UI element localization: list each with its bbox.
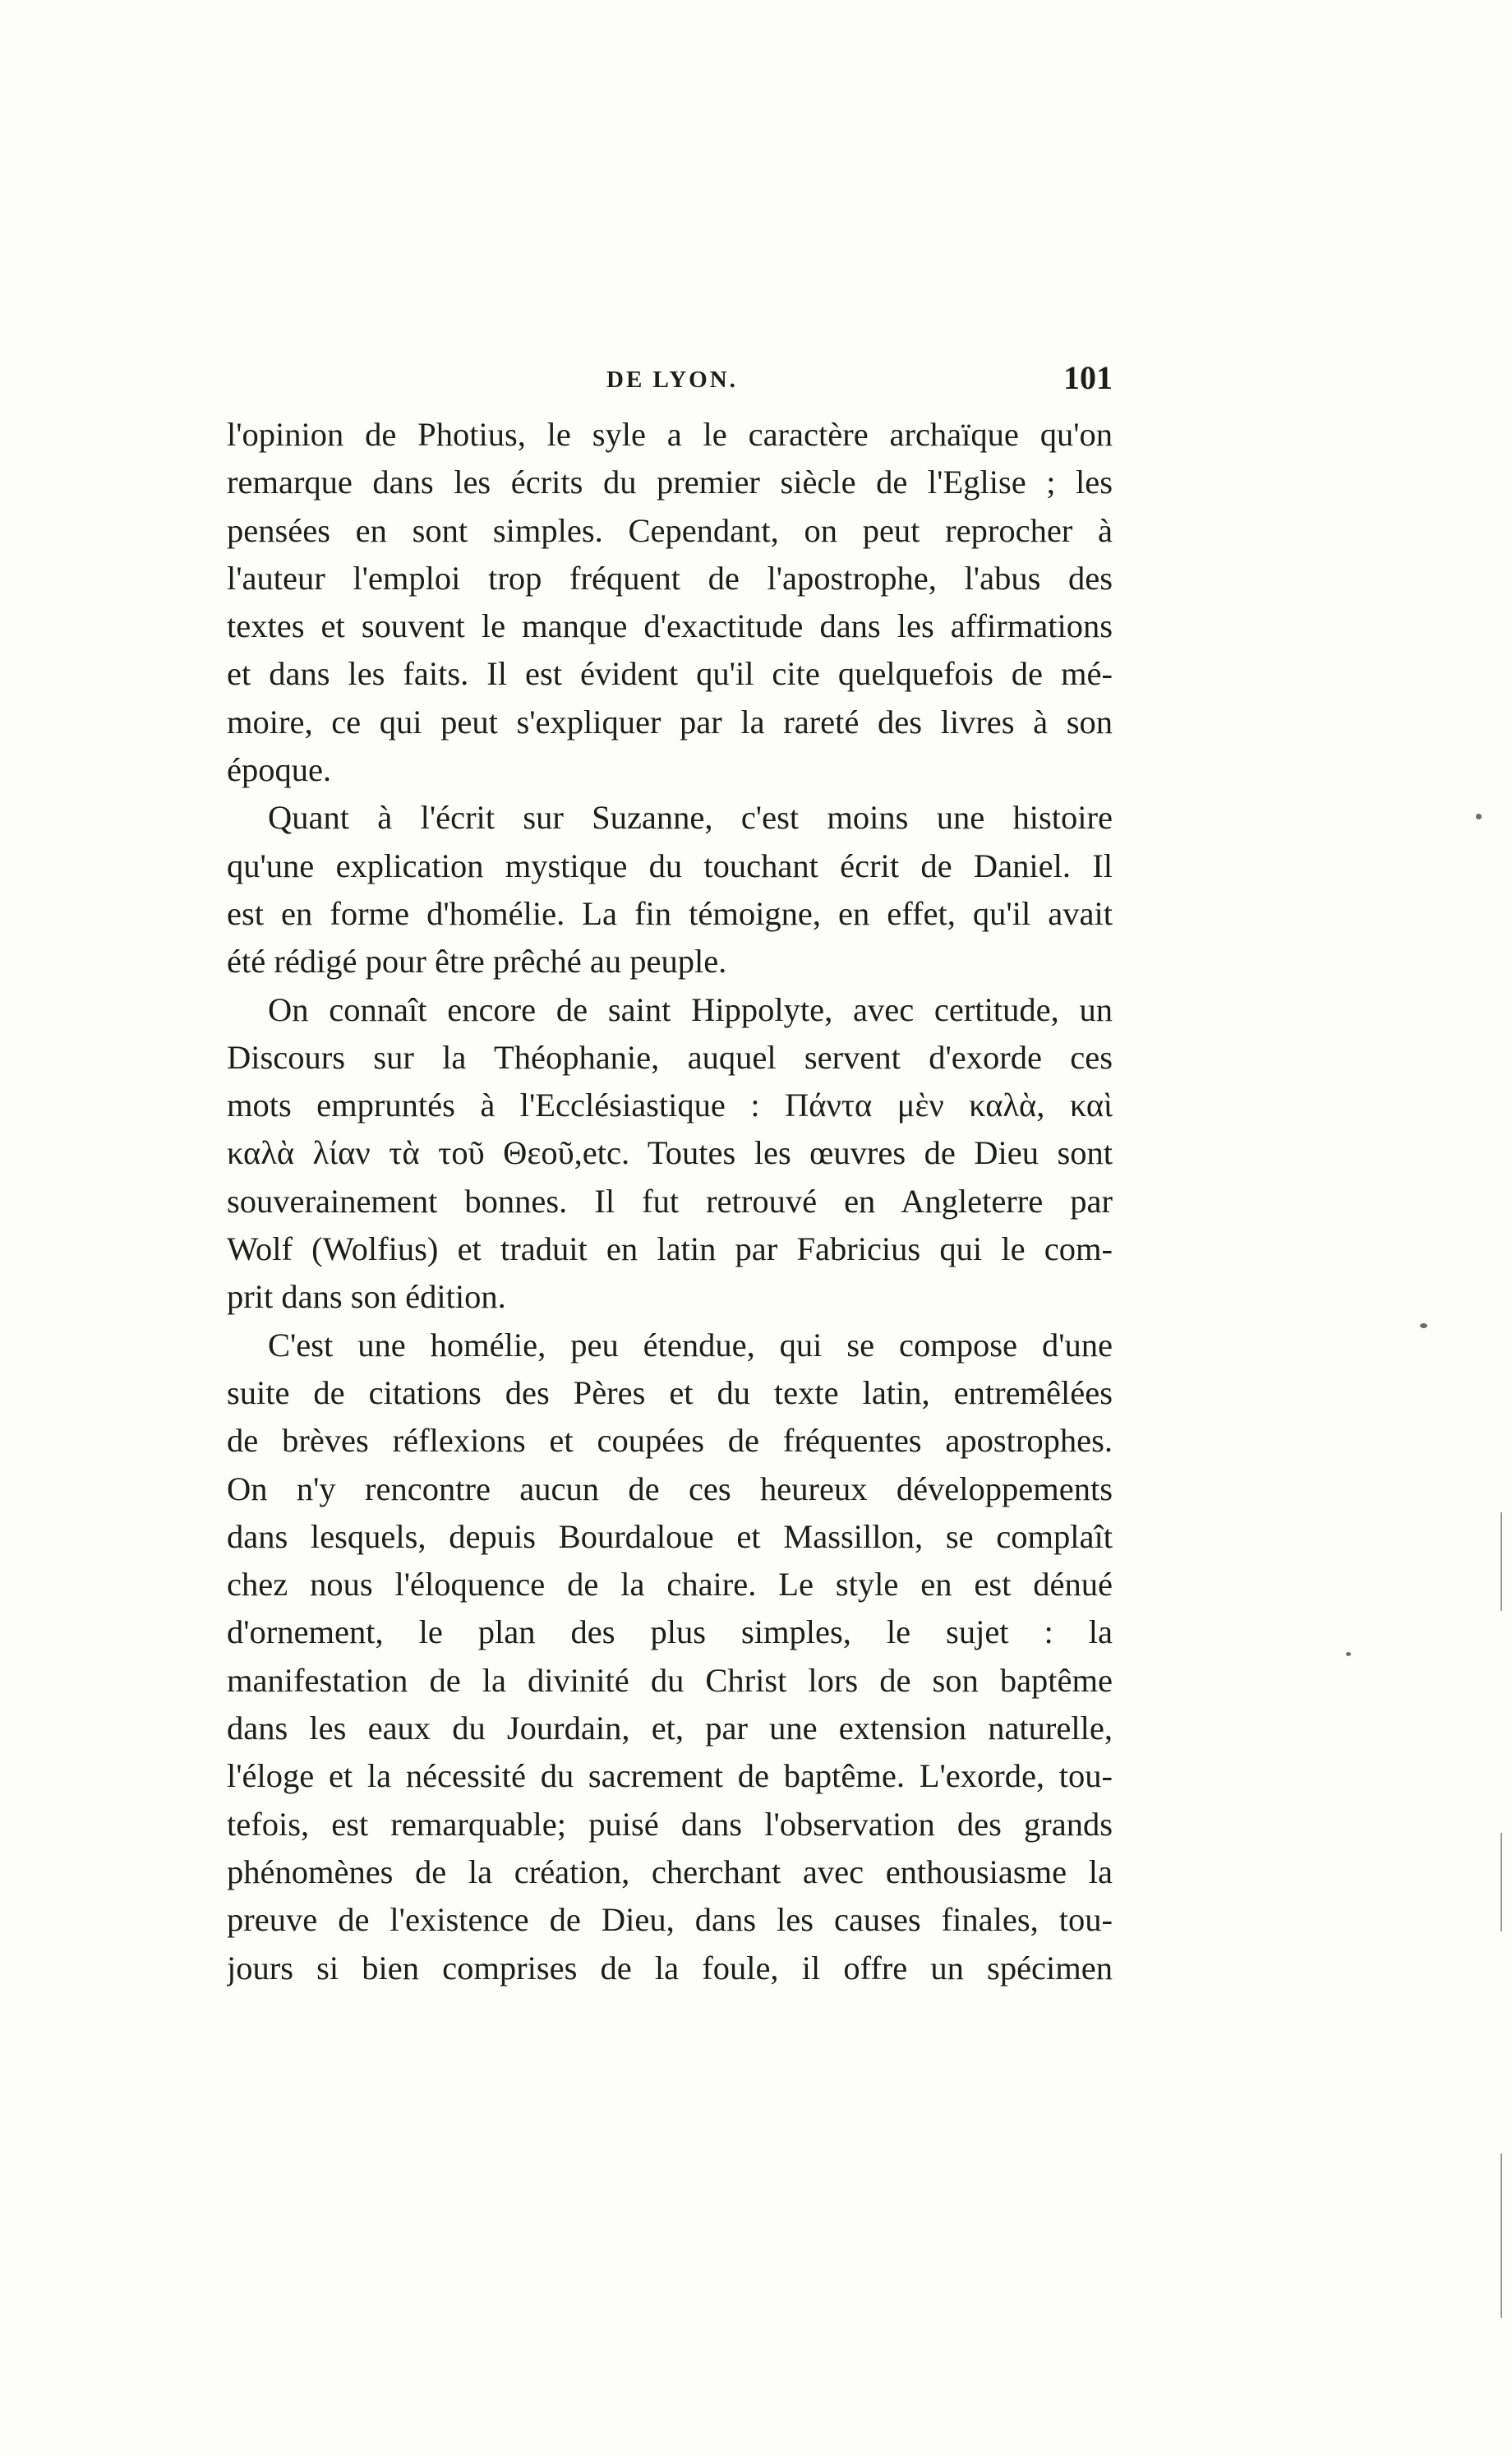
- text-line: C'est une homélie, peu étendue, qui se compose d'une: [268, 1326, 1113, 1364]
- text-line: qu'une explication mystique du touchant écrit de Daniel. Il: [227, 847, 1113, 884]
- text-line: été rédigé pour être prêché au peuple.: [227, 943, 727, 981]
- text-line: jours si bien comprises de la foule, il offre un spécimen: [227, 1949, 1113, 1987]
- text-line: Quant à l'écrit sur Suzanne, c'est moins une histoire: [268, 799, 1113, 837]
- text-line: textes et souvent le manque d'exactitude dans les affirmations: [227, 607, 1113, 645]
- scan-edge-mark: [1500, 1833, 1502, 1931]
- text-line: preuve de l'existence de Dieu, dans les causes finales, tou-: [227, 1901, 1113, 1939]
- text-line: et dans les faits. Il est évident qu'il cite quelquefois de mé-: [227, 655, 1113, 693]
- text-line: suite de citations des Pères et du texte latin, entremêlées: [227, 1373, 1113, 1411]
- scan-speck: [1346, 1652, 1351, 1656]
- scan-speck: [1420, 1323, 1427, 1328]
- text-line: tefois, est remarquable; puisé dans l'observation des grands: [227, 1805, 1113, 1843]
- text-line: prit dans son édition.: [227, 1278, 506, 1316]
- text-line: Wolf (Wolfius) et traduit en latin par Fabricius qui le com-: [227, 1230, 1113, 1268]
- body-text: [227, 411, 1113, 1992]
- text-line: pensées en sont simples. Cependant, on peut reprocher à: [227, 511, 1113, 549]
- text-line: souverainement bonnes. Il fut retrouvé en Angleterre par: [227, 1182, 1113, 1220]
- scan-edge-mark: [1500, 2153, 1502, 2318]
- text-line: l'auteur l'emploi trop fréquent de l'apostrophe, l'abus des: [227, 559, 1113, 597]
- text-line: phénomènes de la création, cherchant avec enthousiasme la: [227, 1853, 1113, 1890]
- text-line: καλὰ λίαν τὰ τοῦ Θεοῦ,etc. Toutes les œuvres de Dieu sont: [227, 1134, 1113, 1172]
- text-line: d'ornement, le plan des plus simples, le sujet : la: [227, 1613, 1113, 1651]
- text-line: est en forme d'homélie. La fin témoigne, en effet, qu'il avait: [227, 894, 1113, 932]
- running-title: DE LYON.: [606, 367, 738, 393]
- text-line: On n'y rencontre aucun de ces heureux développements: [227, 1470, 1113, 1507]
- text-line: de brèves réflexions et coupées de fréquentes apostrophes.: [227, 1422, 1113, 1460]
- running-head: [227, 358, 1113, 408]
- text-line: l'opinion de Photius, le syle a le caractère archaïque qu'on: [227, 416, 1113, 453]
- scan-speck: [1476, 814, 1482, 819]
- text-line: mots empruntés à l'Ecclésiastique : Πάντα μὲν καλὰ, καὶ: [227, 1087, 1113, 1124]
- text-line: On connaît encore de saint Hippolyte, avec certitude, un: [268, 990, 1113, 1028]
- text-line: chez nous l'éloquence de la chaire. Le style en est dénué: [227, 1566, 1113, 1604]
- text-line: l'éloge et la nécessité du sacrement de baptême. L'exorde, tou-: [227, 1757, 1113, 1795]
- text-line: manifestation de la divinité du Christ lors de son baptême: [227, 1661, 1113, 1699]
- scan-edge-mark: [1500, 1512, 1502, 1611]
- text-line: moire, ce qui peut s'expliquer par la rareté des livres à son: [227, 703, 1113, 741]
- text-line: remarque dans les écrits du premier siècle de l'Eglise ; les: [227, 464, 1113, 501]
- text-line: Discours sur la Théophanie, auquel servent d'exorde ces: [227, 1038, 1113, 1076]
- text-line: dans les eaux du Jourdain, et, par une extension naturelle,: [227, 1710, 1113, 1747]
- page-number: 101: [1063, 359, 1113, 396]
- text-line: dans lesquels, depuis Bourdaloue et Massillon, se complaît: [227, 1517, 1113, 1555]
- text-line: époque.: [227, 751, 332, 789]
